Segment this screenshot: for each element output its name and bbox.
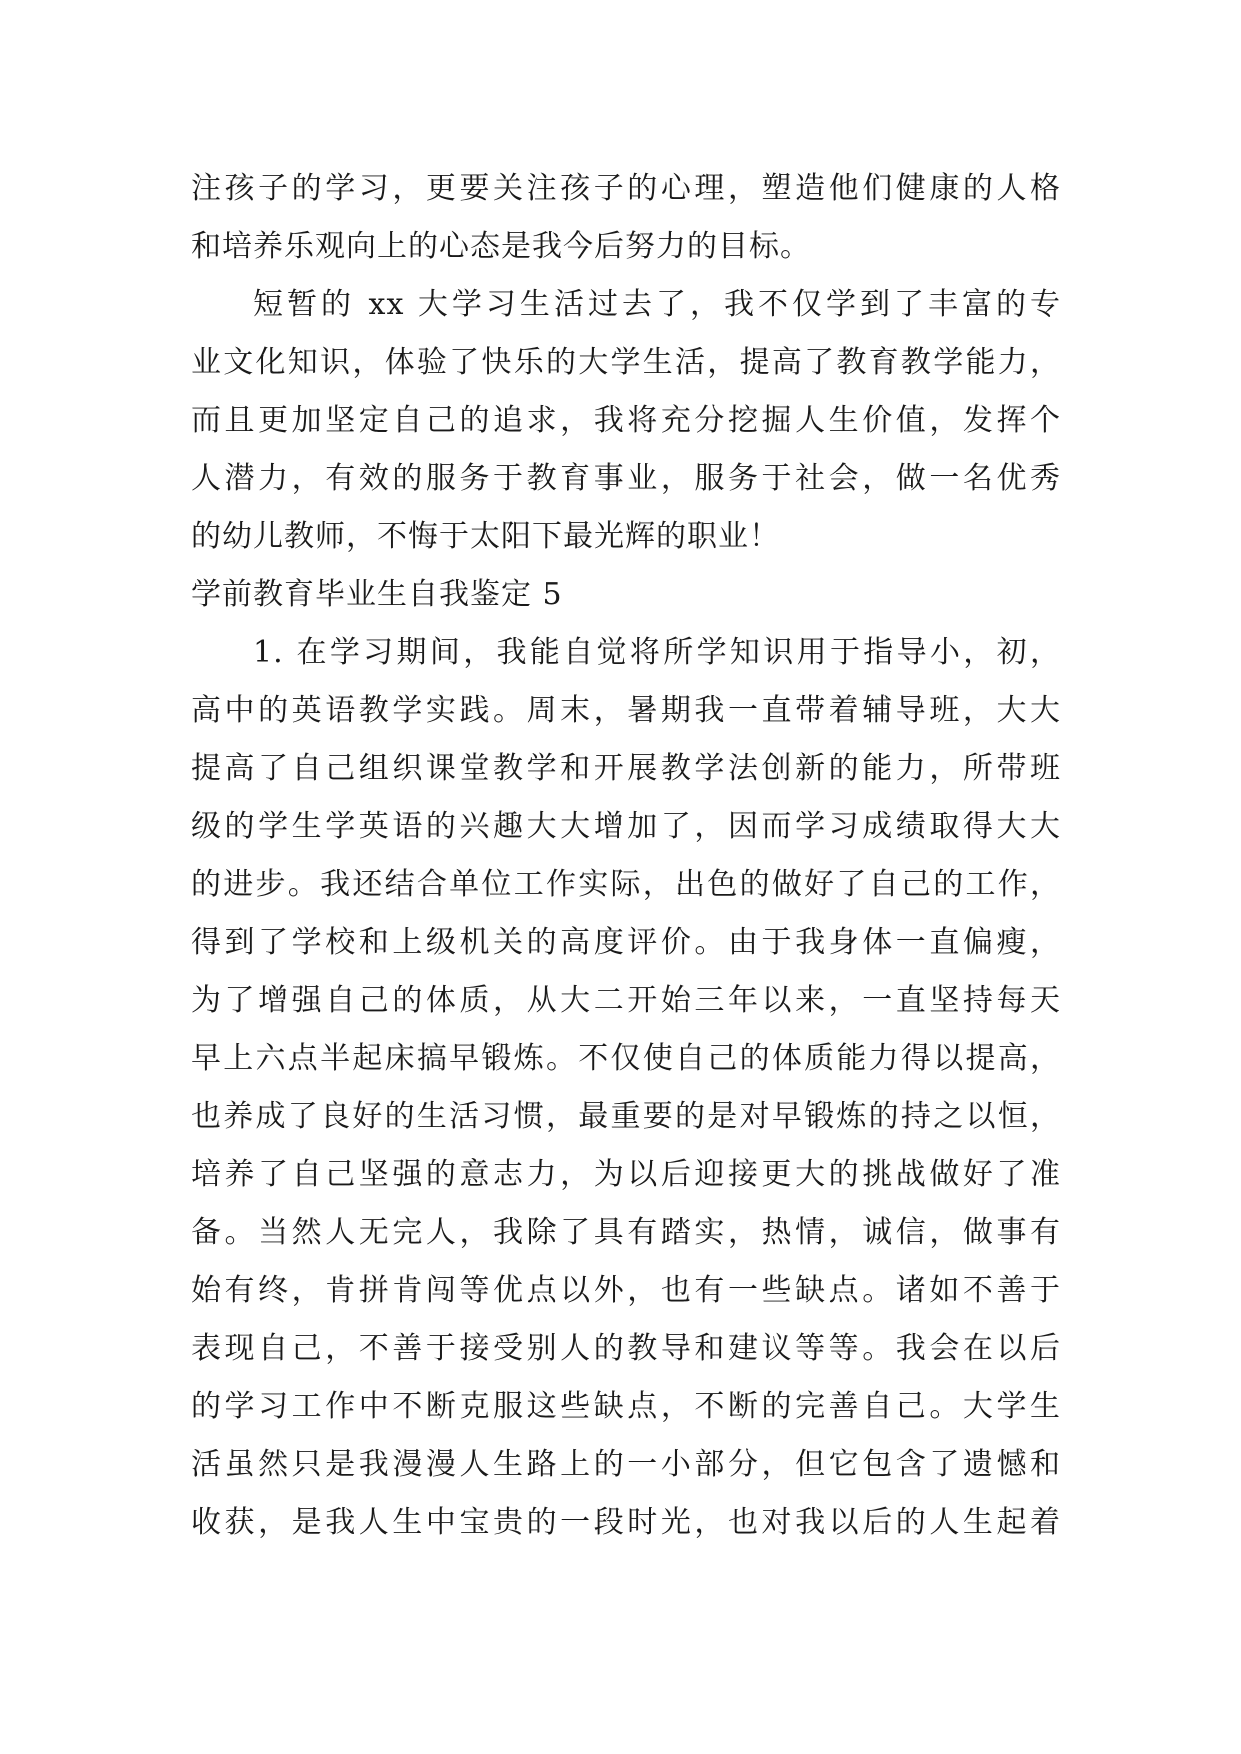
paragraph-line: 业文化知识，体验了快乐的大学生活，提高了教育教学能力， — [191, 345, 1061, 380]
section-heading: 学前教育毕业生自我鉴定 5 — [191, 577, 563, 612]
paragraph-line: 而且更加坚定自己的追求，我将充分挖掘人生价值，发挥个 — [191, 403, 1061, 438]
paragraph-line: 活虽然只是我漫漫人生路上的一小部分，但它包含了遗憾和 — [191, 1447, 1061, 1482]
paragraph-line: 得到了学校和上级机关的高度评价。由于我身体一直偏瘦， — [191, 925, 1061, 960]
paragraph-line: 高中的英语教学实践。周末，暑期我一直带着辅导班，大大 — [191, 693, 1061, 728]
document-body — [191, 160, 1061, 1552]
paragraph-line: 的学习工作中不断克服这些缺点，不断的完善自己。大学生 — [191, 1389, 1061, 1424]
paragraph-line: 培养了自己坚强的意志力，为以后迎接更大的挑战做好了准 — [191, 1157, 1061, 1192]
paragraph-line: 的幼儿教师，不悔于太阳下最光辉的职业！ — [191, 519, 780, 554]
paragraph-line: 短暂的 xx 大学习生活过去了，我不仅学到了丰富的专 — [253, 287, 1061, 322]
paragraph-line: 的进步。我还结合单位工作实际，出色的做好了自己的工作， — [191, 867, 1061, 902]
paragraph-line: 始有终，肯拼肯闯等优点以外，也有一些缺点。诸如不善于 — [191, 1273, 1061, 1308]
paragraph-line: 1. 在学习期间，我能自觉将所学知识用于指导小，初， — [253, 635, 1061, 670]
paragraph-line: 也养成了良好的生活习惯，最重要的是对早锻炼的持之以恒， — [191, 1099, 1061, 1134]
paragraph-line: 早上六点半起床搞早锻炼。不仅使自己的体质能力得以提高， — [191, 1041, 1061, 1076]
paragraph-line: 收获，是我人生中宝贵的一段时光，也对我以后的人生起着 — [191, 1505, 1061, 1540]
paragraph-line: 和培养乐观向上的心态是我今后努力的目标。 — [191, 229, 811, 264]
paragraph-line: 为了增强自己的体质，从大二开始三年以来，一直坚持每天 — [191, 983, 1061, 1018]
paragraph-line: 注孩子的学习，更要关注孩子的心理，塑造他们健康的人格 — [191, 171, 1061, 206]
paragraph-line: 备。当然人无完人，我除了具有踏实，热情，诚信，做事有 — [191, 1215, 1061, 1250]
paragraph-line: 提高了自己组织课堂教学和开展教学法创新的能力，所带班 — [191, 751, 1061, 786]
paragraph-line: 级的学生学英语的兴趣大大增加了，因而学习成绩取得大大 — [191, 809, 1061, 844]
paragraph-line: 人潜力，有效的服务于教育事业，服务于社会，做一名优秀 — [191, 461, 1061, 496]
paragraph-line: 表现自己，不善于接受别人的教导和建议等等。我会在以后 — [191, 1331, 1061, 1366]
